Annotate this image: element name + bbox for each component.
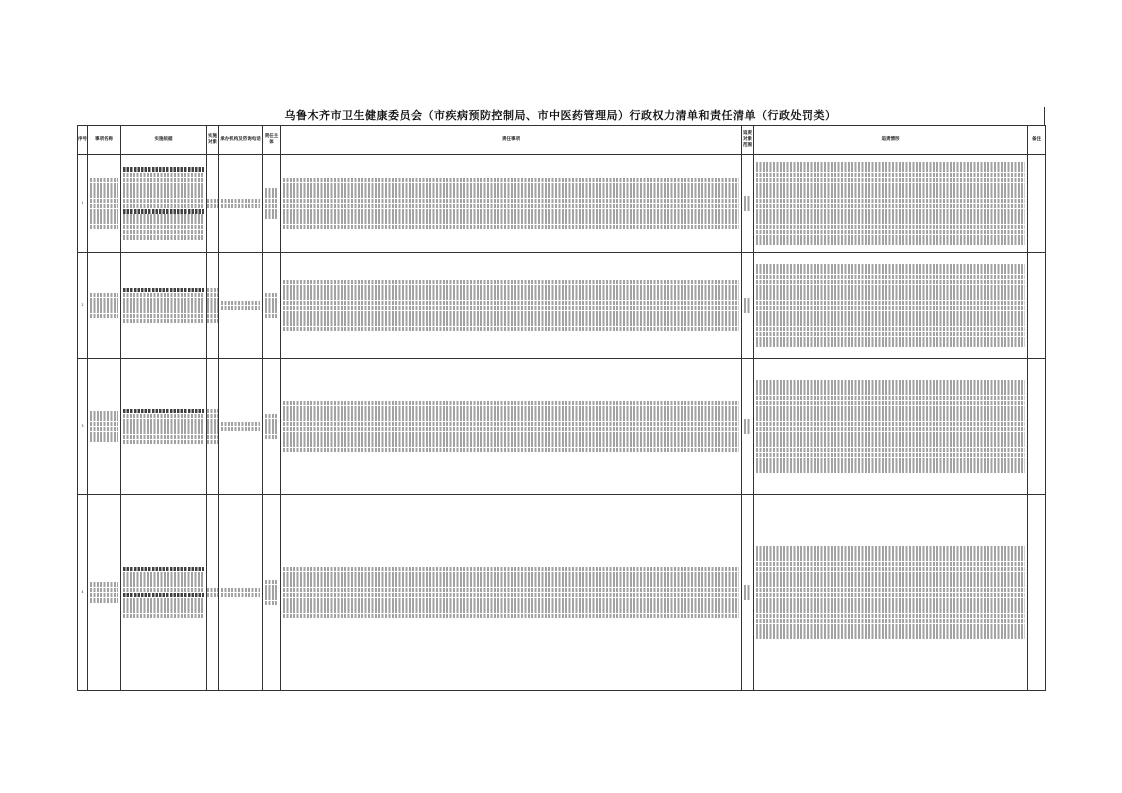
row-resp-items	[281, 359, 742, 495]
table-header-row	[78, 126, 1046, 155]
table-row	[78, 495, 1046, 691]
row-resp-subject	[263, 155, 281, 253]
table-row	[78, 359, 1046, 495]
row-supervisor	[742, 253, 754, 359]
row-resp-subject	[263, 359, 281, 495]
row-item-name	[88, 155, 121, 253]
table-row	[78, 155, 1046, 253]
header-subject: 实施对象	[207, 126, 219, 155]
row-accountability	[754, 253, 1028, 359]
header-resp-subject: 责任主体	[263, 126, 281, 155]
header-accountability: 追责情形	[754, 126, 1028, 155]
row-supervisor	[742, 495, 754, 691]
row-basis	[121, 155, 207, 253]
row-item-name	[88, 495, 121, 691]
row-org	[219, 253, 263, 359]
row-item-name	[88, 253, 121, 359]
row-resp-subject	[263, 495, 281, 691]
header-resp-items: 责任事项	[281, 126, 742, 155]
header-org: 承办机构及咨询电话	[219, 126, 263, 155]
row-remarks	[1028, 359, 1046, 495]
header-item-name: 事项名称	[88, 126, 121, 155]
row-subject	[207, 359, 219, 495]
row-resp-items	[281, 495, 742, 691]
row-basis	[121, 253, 207, 359]
row-resp-items	[281, 253, 742, 359]
table-row	[78, 253, 1046, 359]
row-accountability	[754, 495, 1028, 691]
row-supervisor	[742, 359, 754, 495]
row-seq: 3	[78, 359, 88, 495]
row-supervisor	[742, 155, 754, 253]
row-remarks	[1028, 253, 1046, 359]
header-supervisor: 追责对象范围	[742, 126, 754, 155]
row-basis	[121, 495, 207, 691]
row-org	[219, 155, 263, 253]
power-list-table	[77, 125, 1046, 691]
row-remarks	[1028, 495, 1046, 691]
row-accountability	[754, 359, 1028, 495]
row-subject	[207, 155, 219, 253]
document-sheet	[77, 107, 1045, 689]
row-org	[219, 495, 263, 691]
row-resp-items	[281, 155, 742, 253]
row-resp-subject	[263, 253, 281, 359]
row-org	[219, 359, 263, 495]
document-title: 乌鲁木齐市卫生健康委员会（市疾病预防控制局、市中医药管理局）行政权力清单和责任清单（行政处罚类）	[77, 107, 1045, 125]
row-accountability	[754, 155, 1028, 253]
row-item-name	[88, 359, 121, 495]
row-remarks	[1028, 155, 1046, 253]
row-basis	[121, 359, 207, 495]
header-seq: 序号	[78, 126, 88, 155]
header-remarks: 备注	[1028, 126, 1046, 155]
row-subject	[207, 253, 219, 359]
row-seq: 2	[78, 253, 88, 359]
row-subject	[207, 495, 219, 691]
row-seq: 4	[78, 495, 88, 691]
row-seq: 1	[78, 155, 88, 253]
header-basis: 实施依据	[121, 126, 207, 155]
